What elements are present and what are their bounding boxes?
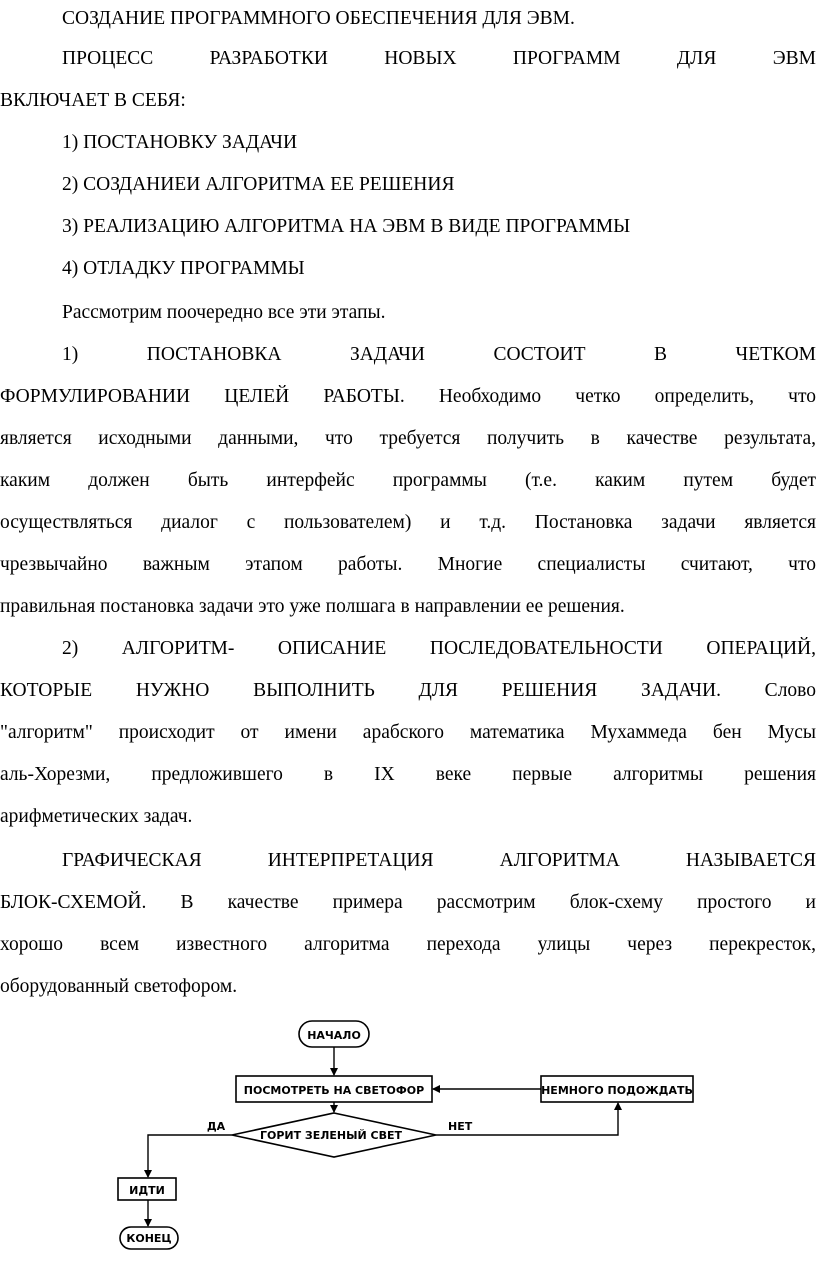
step-1: 1) ПОСТАНОВКУ ЗАДАЧИ <box>62 132 298 153</box>
look-process-label: ПОСМОТРЕТЬ НА СВЕТОФОР <box>243 1084 425 1097</box>
para3-line-2: БЛОК-СХЕМОЙ. В качестве примера рассмотрим блок-схему простого и <box>0 892 816 913</box>
para2-line-5: арифметических задач. <box>0 806 193 827</box>
yes-label: ДА <box>206 1120 226 1133</box>
para1-line-6: чрезвычайно важным этапом работы. Многие специалисты считают, что <box>0 554 816 575</box>
para1-line-7: правильная постановка задачи это уже полшага в направлении ее решения. <box>0 596 625 617</box>
para3-line-3: хорошо всем известного алгоритма перехода улицы через перекресток, <box>0 934 816 955</box>
no-label: НЕТ <box>448 1120 473 1133</box>
step-4: 4) ОТЛАДКУ ПРОГРАММЫ <box>62 258 305 279</box>
end-label: КОНЕЦ <box>126 1232 172 1245</box>
start-label: НАЧАЛО <box>307 1029 361 1042</box>
para2-line-2: КОТОРЫЕ НУЖНО ВЫПОЛНИТЬ ДЛЯ РЕШЕНИЯ ЗАДАЧИ. Слово <box>0 680 816 701</box>
para1-line-4: каким должен быть интерфейс программы (т.е. каким путем будет <box>0 470 816 491</box>
step-2: 2) СОЗДАНИЕИ АЛГОРИТМА ЕЕ РЕШЕНИЯ <box>62 174 455 195</box>
flowchart-diagram <box>100 1018 720 1258</box>
para1-line-3: является исходными данными, что требуется получить в качестве результата, <box>0 428 816 449</box>
para1-line-2: ФОРМУЛИРОВАНИИ ЦЕЛЕЙ РАБОТЫ. Необходимо четко определить, что <box>0 386 816 407</box>
step-3: 3) РЕАЛИЗАЦИЮ АЛГОРИТМА НА ЭВМ В ВИДЕ ПРОГРАММЫ <box>62 216 631 237</box>
para3-line-4: оборудованный светофором. <box>0 976 238 997</box>
para2-line-4: аль-Хорезми, предложившего в IX веке первые алгоритмы решения <box>0 764 816 785</box>
intro-line-2: ВКЛЮЧАЕТ В СЕБЯ: <box>0 90 186 111</box>
decision-label: ГОРИТ ЗЕЛЕНЫЙ СВЕТ <box>259 1129 403 1142</box>
para3-line-1: ГРАФИЧЕСКАЯ ИНТЕРПРЕТАЦИЯ АЛГОРИТМА НАЗЫВАЕТСЯ <box>62 850 816 871</box>
para1-line-5: осуществляться диалог с пользователем) и т.д. Постановка задачи является <box>0 512 816 533</box>
arrow-yes-branch <box>148 1135 232 1177</box>
review-line: Рассмотрим поочередно все эти этапы. <box>62 302 386 323</box>
para2-line-1: 2) АЛГОРИТМ- ОПИСАНИЕ ПОСЛЕДОВАТЕЛЬНОСТИ ОПЕРАЦИЙ, <box>62 638 816 659</box>
para2-line-3: "алгоритм" происходит от имени арабского математика Мухаммеда бен Мусы <box>0 722 816 743</box>
go-process-label: ИДТИ <box>129 1184 165 1197</box>
wait-process-label: НЕМНОГО ПОДОЖДАТЬ <box>541 1084 693 1097</box>
page-title: СОЗДАНИЕ ПРОГРАММНОГО ОБЕСПЕЧЕНИЯ ДЛЯ ЭВМ. <box>62 8 575 29</box>
para1-line-1: 1) ПОСТАНОВКА ЗАДАЧИ СОСТОИТ В ЧЕТКОМ <box>62 344 816 365</box>
intro-line-1: ПРОЦЕСС РАЗРАБОТКИ НОВЫХ ПРОГРАММ ДЛЯ ЭВМ <box>62 48 816 69</box>
